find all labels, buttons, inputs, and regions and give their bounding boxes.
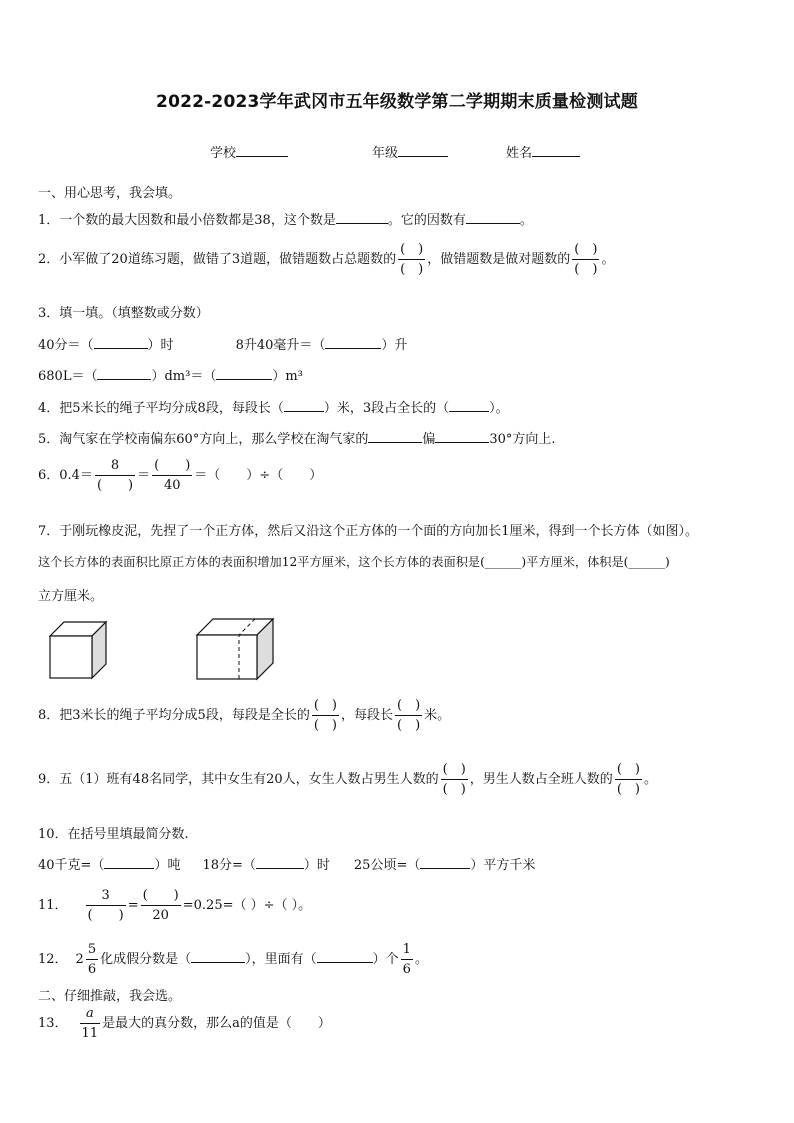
- fraction: $\frac{a}{11}$: [81, 1006, 99, 1041]
- mixed-fraction: $\frac{5}{6}$: [87, 942, 97, 977]
- question-5: 5．淘气家在学校南偏东60°方向上，那么学校在淘气家的 偏 30°方向上.: [38, 432, 556, 447]
- fraction[interactable]: $\frac{3}{( )}$: [87, 888, 124, 923]
- section-2-heading: 二、仔细推敲，我会选。: [38, 989, 182, 1004]
- answer-blank[interactable]: [317, 950, 373, 963]
- answer-blank[interactable]: [449, 399, 489, 412]
- answer-blank[interactable]: [336, 211, 388, 224]
- fraction-blank[interactable]: $\frac{( )}{( )}$: [397, 698, 421, 733]
- section-1-heading: 一、用心思考，我会填。: [38, 186, 182, 201]
- question-11: 11． $\frac{3}{( )}$ = $\frac{( )}{20}$ =0.25=（ ）÷（ ）。: [38, 888, 312, 923]
- answer-blank[interactable]: [256, 856, 304, 869]
- fraction-blank[interactable]: $\frac{( )}{( )}$: [400, 242, 424, 277]
- fraction-blank[interactable]: $\frac{( )}{( )}$: [442, 762, 466, 797]
- question-4: 4．把5米长的绳子平均分成8段，每段长（ ）米，3段占全长的（ ）。: [38, 401, 509, 416]
- question-10: 10．在括号里填最简分数.: [38, 827, 189, 842]
- question-12: 12． 2 $\frac{5}{6}$ 化成假分数是（ ），里面有（ ）个 $\frac{1}{6}$ 。: [38, 942, 428, 977]
- answer-blank[interactable]: [216, 367, 272, 380]
- answer-blank[interactable]: [191, 950, 245, 963]
- fraction[interactable]: $\frac{( )}{20}$: [142, 888, 179, 923]
- answer-blank[interactable]: [94, 336, 148, 349]
- question-1: 1．一个数的最大因数和最小倍数都是38，这个数是 。它的因数有 。: [38, 213, 533, 228]
- question-7-line-1: 7．于刚玩橡皮泥，先捏了一个正方体，然后又沿这个正方体的一个面的方向加长1厘米，得到一个长方体（如图）。: [38, 524, 699, 539]
- page-title: 2022-2023学年武冈市五年级数学第二学期期末质量检测试题: [156, 92, 638, 112]
- answer-blank[interactable]: [284, 399, 324, 412]
- question-3-line-1: 40分＝（ ）时 8升40毫升＝（ ）升: [38, 338, 408, 353]
- question-6: 6．0.4＝ $\frac{8}{( )}$ ＝ $\frac{( )}{40}$ ＝（ ）÷（ ）: [38, 458, 323, 493]
- cube-figure: [48, 620, 110, 682]
- school-field[interactable]: 学校: [210, 142, 288, 161]
- question-7-line-2: 这个长方体的表面积比原正方体的表面积增加12平方厘米，这个长方体的表面积是(______)平方厘米，体积是(______): [38, 555, 670, 569]
- grade-field[interactable]: 年级: [372, 142, 448, 161]
- question-2: 2．小军做了20道练习题，做错了3道题，做错题数占总题数的 $\frac{( )}{( )}$ ，做错题数是做对题数的 $\frac{( )}{( )}$ 。: [38, 242, 615, 277]
- fraction[interactable]: $\frac{8}{( )}$: [96, 458, 134, 493]
- answer-blank[interactable]: [104, 856, 154, 869]
- question-3: 3．填一填。（填整数或分数）: [38, 306, 209, 321]
- answer-blank[interactable]: [435, 430, 489, 443]
- name-field[interactable]: 姓名: [506, 142, 580, 161]
- question-8: 8．把3米长的绳子平均分成5段，每段是全长的 $\frac{( )}{( )}$ ，每段长 $\frac{( )}{( )}$ 米。: [38, 698, 451, 733]
- answer-blank[interactable]: [325, 336, 381, 349]
- fraction[interactable]: $\frac{( )}{40}$: [154, 458, 191, 493]
- question-3-line-2: 680L＝（ ）dm³＝（ ）m³: [38, 369, 303, 384]
- cuboid-figure: [195, 617, 277, 681]
- question-7-line-3: 立方厘米。: [38, 589, 104, 604]
- answer-blank[interactable]: [97, 367, 151, 380]
- question-13: 13． $\frac{a}{11}$ 是最大的真分数，那么a的值是（ ）: [38, 1006, 331, 1041]
- answer-blank[interactable]: [466, 211, 520, 224]
- unit-fraction: $\frac{1}{6}$: [402, 942, 411, 977]
- fraction-blank[interactable]: $\frac{( )}{( )}$: [574, 242, 598, 277]
- answer-blank[interactable]: [368, 430, 422, 443]
- question-10-line: 40千克=（ ）吨 18分=（ ）时 25公顷=（ ）平方千米: [38, 858, 536, 873]
- answer-blank[interactable]: [420, 856, 470, 869]
- fraction-blank[interactable]: $\frac{( )}{( )}$: [313, 698, 337, 733]
- fraction-blank[interactable]: $\frac{( )}{( )}$: [616, 762, 640, 797]
- question-9: 9．五（1）班有48名同学，其中女生有20人，女生人数占男生人数的 $\frac{( )}{( )}$ ，男生人数占全班人数的 $\frac{( )}{( )}$ 。: [38, 762, 657, 797]
